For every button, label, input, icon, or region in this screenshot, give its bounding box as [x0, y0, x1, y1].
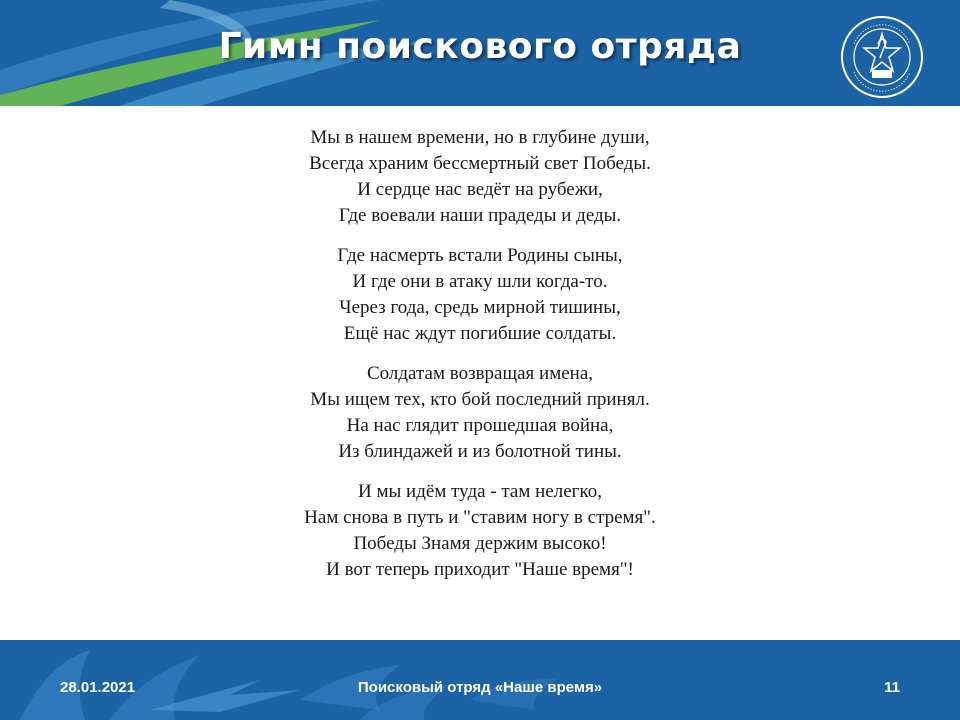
lyric-line: Мы в нашем времени, но в глубине души,	[310, 127, 650, 148]
anthem-lyrics	[160, 125, 800, 597]
search-squad-emblem-icon	[834, 14, 930, 100]
lyric-line: На нас глядит прошедшая война,	[346, 415, 614, 436]
stanza-2	[160, 243, 800, 347]
footer-organization: Поисковый отряд «Наше время»	[357, 679, 603, 696]
lyric-line: Через года, средь мирной тишины,	[339, 297, 621, 318]
lyric-line: Всегда храним бессмертный свет Победы.	[309, 153, 651, 174]
slide-title: Гимн поискового отряда	[218, 26, 742, 67]
lyric-line: Где насмерть встали Родины сыны,	[337, 245, 623, 266]
lyric-line: Ещё нас ждут погибшие солдаты.	[343, 323, 617, 344]
slide-footer	[0, 640, 960, 720]
lyric-line: И мы идём туда - там нелегко,	[358, 481, 602, 502]
stanza-1	[160, 125, 800, 229]
footer-date: 28.01.2021	[60, 679, 136, 696]
lyric-line: Из блиндажей и из болотной тины.	[338, 441, 622, 462]
lyric-line: И вот теперь приходит "Наше время"!	[326, 559, 634, 580]
slide-header	[0, 0, 960, 106]
lyric-line: Солдатам возвращая имена,	[366, 363, 594, 384]
lyric-line: Победы Знамя держим высоко!	[353, 533, 607, 554]
stanza-3	[160, 361, 800, 465]
lyric-line: Мы ищем тех, кто бой последний принял.	[310, 389, 650, 410]
slide-page-number: 11	[884, 679, 900, 696]
lyric-line: И сердце нас ведёт на рубежи,	[357, 179, 603, 200]
lyric-line: Нам снова в путь и "ставим ногу в стремя".	[304, 507, 656, 528]
stanza-4	[160, 479, 800, 583]
lyric-line: Где воевали наши прадеды и деды.	[338, 205, 622, 226]
lyric-line: И где они в атаку шли когда-то.	[352, 271, 608, 292]
